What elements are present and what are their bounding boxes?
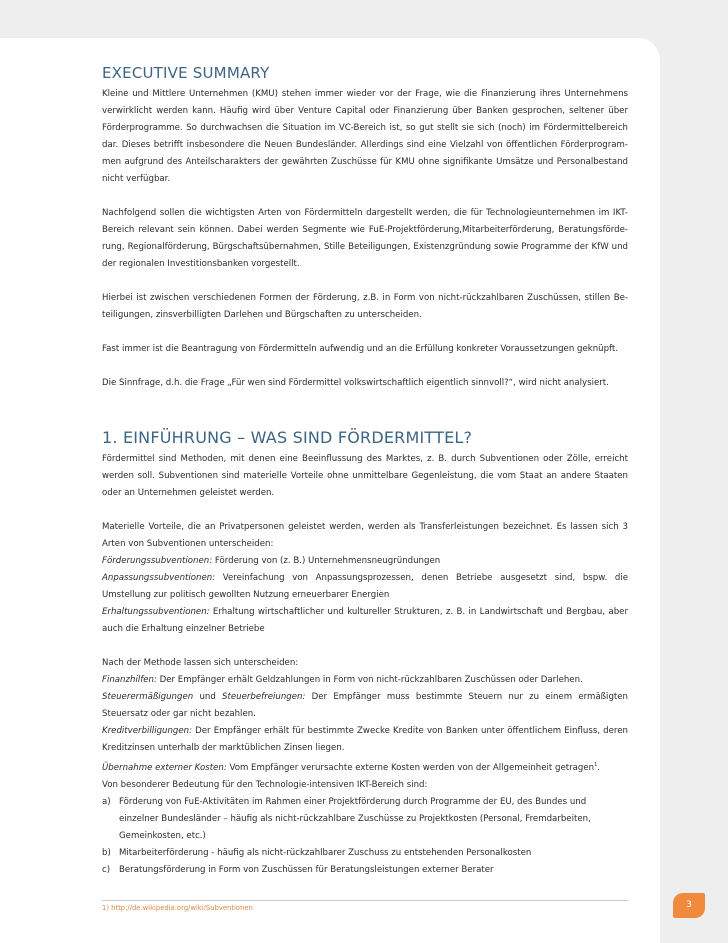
exec-paragraph-4: Fast immer ist die Beantragung von Fördermitteln aufwendig und an die Erfüllung konkreter Voraussetzungen geknüpft.: [102, 344, 619, 354]
definition-term: Förderungssubventionen:: [102, 556, 213, 566]
method-term: Steuerbefreiungen:: [222, 692, 306, 702]
method-text: Der Empfänger erhält Geldzahlungen in Form von nicht-rückzahlbaren Zuschüssen oder Darlehen.: [156, 675, 583, 685]
exec-paragraph-3: Hierbei ist zwischen verschiedenen Formen der Förderung, z.B. in Form von nicht-rückzahlbaren Zuschüssen, stillen Be-teiligungen, zinsverbilligten Darlehen und Bürgschaften zu unterscheiden.: [102, 293, 628, 320]
page-content: [102, 64, 628, 879]
introduction-heading: 1. EINFÜHRUNG – WAS SIND FÖRDERMITTEL?: [102, 428, 473, 447]
method-text: Vom Empfänger verursachte externe Kosten werden von der Allgemeinheit getragen: [226, 762, 595, 773]
method-term: Steuerermäßigungen: [102, 692, 194, 702]
list-item: [102, 794, 628, 845]
subsidy-definition-1: [102, 553, 628, 570]
method-definition-2: [102, 689, 628, 723]
exec-paragraph-5: Die Sinnfrage, d.h. die Frage „Für wen sind Fördermittel volkswirtschaftlich eigentlich sinnvoll?“, wird nicht analysiert.: [102, 378, 609, 388]
list-item: [102, 862, 628, 879]
executive-summary-heading: EXECUTIVE SUMMARY: [102, 64, 270, 82]
subsidy-definition-2: [102, 570, 628, 604]
intro-paragraph-1: Fördermittel sind Methoden, mit denen eine Beeinflussung des Marktes, z. B. durch Subventionen oder Zölle, erreicht werden soll. Subventionen sind materielle Vorteile ohne unmittelbare Gegenleistung, die vom Staat an andere Staaten oder an Unternehmen geleistet werden.: [102, 454, 628, 498]
list-item-text: Beratungsförderung in Form von Zuschüssen für Beratungsleistungen externer Berater: [119, 864, 494, 875]
definition-term: Anpassungssubventionen:: [102, 573, 216, 583]
method-intro: Nach der Methode lassen sich unterscheiden:: [102, 658, 299, 668]
list-marker: a): [102, 796, 111, 807]
list-item-text: Förderung von FuE-Aktivitäten im Rahmen einer Projektförderung durch Programme der EU, des Bundes und einzelner Bundesländer – häufig als nicht-rückzahlbare Zuschüsse zu Projektkosten (Personal, Fremdarbeiten, Gemeinkosten, etc.): [119, 796, 591, 841]
relevance-list: [102, 794, 628, 879]
method-term: Finanzhilfen:: [102, 675, 157, 685]
footnote-divider: [102, 900, 628, 901]
method-definition-4: [102, 757, 628, 777]
method-term: Übernahme externer Kosten:: [102, 762, 227, 773]
footnote-reference: 1: [594, 762, 598, 768]
definition-text: Vereinfachung von Anpassungsprozessen, denen Betriebe ausgesetzt sind, bspw. die Umstellung zur politisch gewollten Nutzung erneuerbarer Energien: [102, 573, 628, 600]
list-marker: b): [102, 847, 111, 858]
method-definition-1: [102, 672, 628, 689]
method-definition-3: [102, 723, 628, 757]
definition-text: Erhaltung wirtschaftlicher und kultureller Strukturen, z. B. in Landwirtschaft und Bergbau, aber auch die Erhaltung einzelner Betriebe: [102, 607, 628, 634]
method-connector: und: [193, 692, 223, 702]
relevance-intro: Von besonderer Bedeutung für den Technologie-intensiven IKT-Bereich sind:: [102, 779, 428, 790]
exec-paragraph-1: Kleine und Mittlere Unternehmen (KMU) stehen immer wieder vor der Frage, wie die Finanzierung ihres Unternehmens verwirklicht werden kann. Häufig wird über Venture Capital oder Finanzierung über Banken gesprochen, seltener über Förderprogramme. So durchwachsen die Situation im VC-Bereich ist, so gut stellt sie sich (noch) im Fördermittelbereich dar. Dieses betrifft insbesondere die Neuen Bundesländer. Allerdings sind eine Vielzahl von öffentlichen Förderprogram-men aufgrund des Anteilscharakters der gewährten Zuschüsse für KMU ohne signifikante Umsätze und Personalbestand nicht verfügbar.: [102, 89, 628, 184]
page-number-badge: 3: [673, 893, 705, 918]
definition-text: Förderung von (z. B.) Unternehmensneugründungen: [212, 556, 441, 566]
method-text: Der Empfänger muss bestimmte Steuern nur zu einem ermäßigten Steuersatz oder gar nicht bezahlen.: [102, 692, 629, 719]
exec-paragraph-2: Nachfolgend sollen die wichtigsten Arten von Fördermitteln dargestellt werden, die für Technologieunternehmen im IKT-Bereich relevant sein können. Dabei werden Segmente wie FuE-Projektförderung,Mitarbeiterförderung, Beratungsförde-rung, Regionalförderung, Bürgschaftsübernahmen, Stille Beteiligungen, Existenzgründung sowie Programme der KfW und der regionalen Investitionsbanken vorgestellt.: [102, 208, 628, 269]
list-item: [102, 845, 628, 862]
intro-paragraph-2: Materielle Vorteile, die an Privatpersonen geleistet werden, werden als Transferleistungen bezeichnet. Es lassen sich 3 Arten von Subventionen unterscheiden:: [102, 522, 628, 549]
definition-term: Erhaltungssubventionen:: [102, 607, 210, 617]
method-text: Der Empfänger erhält für bestimmte Zwecke Kredite von Banken unter öffentlichem Einfluss, deren Kreditzinsen unterhalb der marktüblichen Zinsen liegen.: [102, 726, 628, 753]
list-item-text: Mitarbeiterförderung - häufig als nicht-rückzahlbarer Zuschuss zu entstehenden Personalkosten: [119, 847, 532, 858]
list-marker: c): [102, 864, 111, 875]
method-term: Kreditverbilligungen:: [102, 726, 193, 736]
method-text-end: .: [597, 762, 601, 773]
footnote-link[interactable]: 1) http://de.wikipedia.org/wiki/Subventionen: [102, 904, 253, 912]
subsidy-definition-3: [102, 604, 628, 638]
